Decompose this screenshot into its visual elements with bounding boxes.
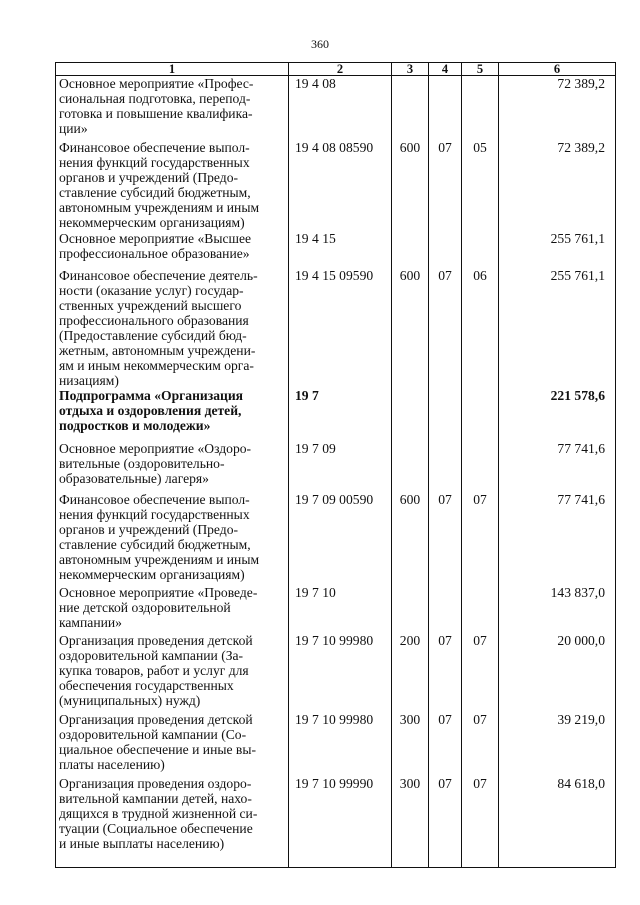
row-col-3 (392, 231, 429, 268)
table-row (56, 140, 616, 231)
row-name: Финансовое обеспечение выпол- нения функций государственных органов и учреждений (Предо- ставление субсидий бюджетным, автономным учреждениям и иным некоммерческим организациям) (56, 140, 289, 231)
row-code: 19 4 08 (289, 76, 392, 140)
row-name: Основное мероприятие «Оздоро- вительные (оздоровительно- образовательные) лагеря» (56, 441, 289, 492)
row-amount: 72 389,2 (499, 140, 616, 231)
page-number: 360 (311, 37, 329, 51)
header-col-4: 4 (429, 63, 462, 76)
row-col-3: 300 (392, 712, 429, 776)
row-col-4 (429, 585, 462, 633)
row-col-3 (392, 388, 429, 441)
row-name: Основное мероприятие «Высшее профессиональное образование» (56, 231, 289, 268)
row-code: 19 7 10 99990 (289, 776, 392, 868)
row-name: Финансовое обеспечение деятель- ности (оказание услуг) государ- ственных учреждений высшего профессионального образования (Предоставление субсидий бюд- жетным, автономным учреждени- ям и иным некоммерческим орга- низациям) (56, 268, 289, 388)
header-col-5: 5 (462, 63, 499, 76)
subprogram-row (56, 388, 616, 441)
row-amount: 77 741,6 (499, 441, 616, 492)
row-col-4: 07 (429, 776, 462, 868)
row-name: Основное мероприятие «Проведе- ние детской оздоровительной кампании» (56, 585, 289, 633)
row-col-4 (429, 388, 462, 441)
row-name: Организация проведения оздоро- вительной кампании детей, нахо- дящихся в трудной жизненной си- туации (Социальное обеспечение и иные выплаты населению) (56, 776, 289, 868)
row-col-5: 05 (462, 140, 499, 231)
row-code: 19 4 15 09590 (289, 268, 392, 388)
table-row (56, 585, 616, 633)
header-col-2: 2 (289, 63, 392, 76)
row-col-3: 200 (392, 633, 429, 712)
row-code: 19 7 09 (289, 441, 392, 492)
row-col-5 (462, 76, 499, 140)
row-col-3: 600 (392, 140, 429, 231)
table-row (56, 492, 616, 585)
row-code: 19 7 (289, 388, 392, 441)
row-col-3 (392, 585, 429, 633)
row-code: 19 7 10 99980 (289, 712, 392, 776)
row-amount: 84 618,0 (499, 776, 616, 868)
row-code: 19 4 08 08590 (289, 140, 392, 231)
row-code: 19 7 10 (289, 585, 392, 633)
row-name: Организация проведения детской оздоровительной кампании (Со- циальное обеспечение и иные вы- платы населению) (56, 712, 289, 776)
header-col-3: 3 (392, 63, 429, 76)
row-col-3: 600 (392, 492, 429, 585)
row-name: Организация проведения детской оздоровительной кампании (За- купка товаров, работ и услуг для обеспечения государственных (муниципальных) нужд) (56, 633, 289, 712)
row-amount: 39 219,0 (499, 712, 616, 776)
header-col-6: 6 (499, 63, 616, 76)
row-code: 19 7 10 99980 (289, 633, 392, 712)
row-col-5: 07 (462, 712, 499, 776)
row-code: 19 7 09 00590 (289, 492, 392, 585)
row-col-3 (392, 76, 429, 140)
row-name: Основное мероприятие «Профес- сиональная подготовка, перепод- готовка и повышение квалифика- ции» (56, 76, 289, 140)
row-col-5: 07 (462, 633, 499, 712)
row-amount: 143 837,0 (499, 585, 616, 633)
row-amount: 20 000,0 (499, 633, 616, 712)
row-amount: 221 578,6 (499, 388, 616, 441)
table-row (56, 268, 616, 388)
row-col-5: 06 (462, 268, 499, 388)
row-col-4: 07 (429, 633, 462, 712)
row-col-4 (429, 231, 462, 268)
row-amount: 255 761,1 (499, 268, 616, 388)
row-col-5: 07 (462, 776, 499, 868)
row-amount: 72 389,2 (499, 76, 616, 140)
row-col-4: 07 (429, 268, 462, 388)
row-col-5 (462, 441, 499, 492)
row-amount: 77 741,6 (499, 492, 616, 585)
row-col-5 (462, 231, 499, 268)
row-col-5: 07 (462, 492, 499, 585)
row-col-4: 07 (429, 140, 462, 231)
budget-table (55, 62, 616, 868)
row-code: 19 4 15 (289, 231, 392, 268)
row-col-5 (462, 388, 499, 441)
table-row (56, 231, 616, 268)
table-row (56, 76, 616, 140)
row-col-4: 07 (429, 492, 462, 585)
row-col-3: 300 (392, 776, 429, 868)
row-col-4 (429, 76, 462, 140)
table-row (56, 776, 616, 868)
row-col-3 (392, 441, 429, 492)
row-col-4: 07 (429, 712, 462, 776)
row-name: Подпрограмма «Организация отдыха и оздоровления детей, подростков и молодежи» (56, 388, 289, 441)
row-col-4 (429, 441, 462, 492)
row-col-3: 600 (392, 268, 429, 388)
table-row (56, 633, 616, 712)
row-amount: 255 761,1 (499, 231, 616, 268)
row-col-5 (462, 585, 499, 633)
header-col-1: 1 (56, 63, 289, 76)
header-row (56, 63, 616, 76)
table-row (56, 441, 616, 492)
row-name: Финансовое обеспечение выпол- нения функций государственных органов и учреждений (Предо- ставление субсидий бюджетным, автономным учреждениям и иным некоммерческим организациям) (56, 492, 289, 585)
table-row (56, 712, 616, 776)
